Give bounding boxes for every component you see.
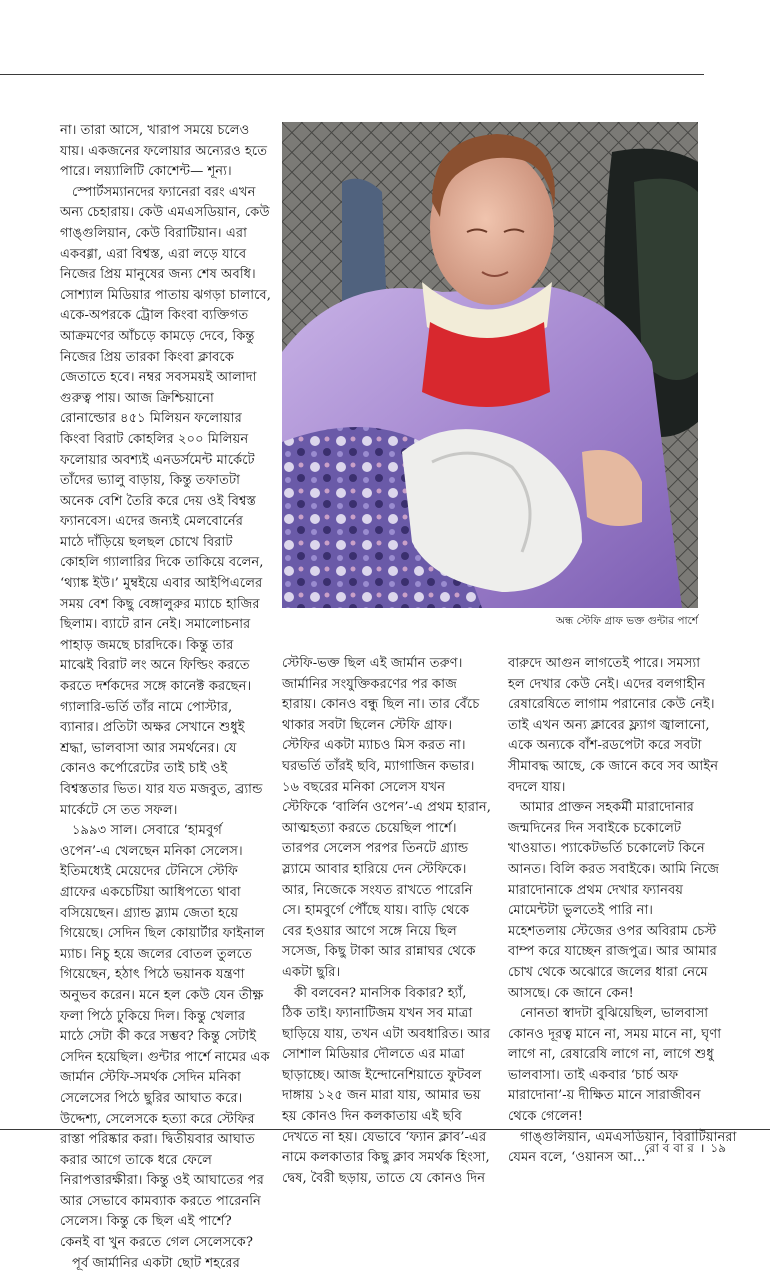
text-line: সসেজ, কিছু টাকা আর রান্নাঘর থেকে xyxy=(282,944,476,960)
text-line: একবগ্গা, এরা বিশ্বস্ত, এরা লড়ে যাবে xyxy=(60,246,247,262)
text-line: আমার প্রাক্তন সহকর্মী মারাদোনার xyxy=(520,800,694,816)
article-paragraph xyxy=(60,821,274,1253)
text-line: গিয়েছেন, হঠাৎ পিঠে ভয়ানক যন্ত্রণা xyxy=(60,967,245,983)
photo-illustration xyxy=(282,122,698,608)
text-line: রেষারেষিতে লাগাম পরানোর কেউ নেই। xyxy=(508,697,715,713)
text-line: নিরাপত্তারক্ষীরা। কিন্তু ওই আঘাতের পর xyxy=(60,1173,264,1189)
page-footer xyxy=(644,1137,726,1159)
article-column-1 xyxy=(60,121,274,1271)
article-paragraph xyxy=(60,183,274,821)
text-line: মোমেন্টটা ভুলতেই পারি না। xyxy=(508,903,654,919)
text-line: জেতাতে হবে। নম্বর সবসময়ই আলাদা xyxy=(60,370,257,386)
text-line: সে। হামবুর্গে পৌঁছে যায়। বাড়ি থেকে xyxy=(282,903,470,919)
text-line: মাঝেই বিরাট লং অনে ফিল্ডিং করতে xyxy=(60,658,250,674)
text-line: যায়। একজনের ফলোয়ার অন্যেরও হতে xyxy=(60,143,268,159)
text-line: ভালবাসা। তাই একবার ‘চার্চ অফ xyxy=(508,1067,679,1083)
text-line: খাওয়াত। প্যাকেটভর্তি চকোলেট কিনে xyxy=(508,841,705,857)
article-paragraph xyxy=(60,121,274,183)
text-line: নোনতা স্বাদটা বুঝিয়েছিল, ভালবাসা xyxy=(520,1006,709,1022)
text-line: আর, নিজেকে সংযত রাখতে পারেনি xyxy=(282,882,473,898)
text-line: গিয়েছে। সেদিন ছিল কোয়ার্টার ফাইনাল xyxy=(60,926,265,942)
text-line: জন্মদিনের দিন সবাইকে চকোলেট xyxy=(508,820,682,836)
text-line: ‘থ্যাঙ্ক ইউ।’ মুম্বইয়ে এবার আইপিএলের xyxy=(60,576,263,592)
text-line: স্টেফি-ভক্ত ছিল এই জার্মান তরুণ। xyxy=(282,656,463,671)
top-rule xyxy=(0,74,704,75)
text-line: ঘরভর্তি তাঁরই ছবি, ম্যাগাজিন কভার। xyxy=(282,758,475,774)
page-number: ১৯ xyxy=(710,1141,726,1155)
text-line: আর সেভাবে কামব্যাক করতে পারেননি xyxy=(60,1193,261,1209)
text-line: কোনও দূরত্ব মানে না, সময় মানে না, ঘৃণা xyxy=(508,1026,722,1042)
text-line: ১৯৯৩ সাল। সেবারে ‘হামবুর্গ xyxy=(72,823,222,839)
text-line: স্টেফির একটা ম্যাচও মিস করত না। xyxy=(282,738,466,754)
text-line: ছাড়াচ্ছে। আজ ইন্দোনেশিয়াতে ফুটবল xyxy=(282,1067,482,1083)
text-line: সোশাল মিডিয়ার দৌলতে এর মাত্রা xyxy=(282,1047,465,1063)
text-line: গ্যালারি-ভর্তি তাঁর নামে পোস্টার, xyxy=(60,699,233,715)
text-line: বদলে যায়। xyxy=(508,779,566,795)
text-line: ছাড়িয়ে যায়, তখন এটা অবধারিত। আর xyxy=(282,1026,491,1042)
text-line: মাঠে দাঁড়িয়ে ছলছল চোখে বিরাট xyxy=(60,534,233,550)
text-line: শ্রদ্ধা, ভালবাসা আর সমর্থনের। যে xyxy=(60,740,237,756)
text-line: সেলেস। কিন্তু কে ছিল এই পার্শে? xyxy=(60,1214,232,1230)
text-line: কিংবা বিরাট কোহলির ২০০ মিলিয়ন xyxy=(60,431,249,447)
text-line: কী বলবেন? মানসিক বিকার? হ্যাঁ, xyxy=(294,985,467,1001)
text-line: তারপর সেলেস পরপর তিনটে গ্র্যান্ড xyxy=(282,841,469,857)
text-line: গ্রাফের একচেটিয়া আধিপত্যে থাবা xyxy=(60,884,241,900)
text-line: না। তারা আসে, খারাপ সময়ে চলেও xyxy=(60,123,250,138)
text-line: করার আগে তাকে ধরে ফেলে xyxy=(60,1152,212,1168)
text-line: করতে দর্শকদের সঙ্গে কানেক্ট করছেন। xyxy=(60,679,252,695)
text-line: তাঁদের ভ্যালু বাড়ায়, কিন্তু তফাতটা xyxy=(60,473,240,489)
text-line: সীমাবদ্ধ আছে, কে জানে কবে সব আইন xyxy=(508,758,719,774)
text-line: ফলোয়ার অবশ্যই এনডর্সমেন্ট মার্কেটে xyxy=(60,452,255,468)
text-line: জার্মানির সংযুক্তিকরণের পর কাজ xyxy=(282,676,457,692)
article-paragraph xyxy=(508,1004,722,1128)
text-line: কোহলি গ্যালারির দিকে তাকিয়ে বলেন, xyxy=(60,555,264,571)
footer-separator: । xyxy=(699,1141,705,1155)
text-line: একে অন্যকে বাঁশ-রডপেটা করে সবটা xyxy=(508,738,702,754)
magazine-name: রো ব বা র xyxy=(644,1141,694,1155)
text-line: সেলেসের পিঠে ছুরির আঘাত করে। xyxy=(60,1090,243,1106)
text-line: একে-অপরকে ট্রোল কিংবা ব্যক্তিগত xyxy=(60,308,249,324)
text-line: দ্বেষ, বৈরী ছড়ায়, তাতে যে কোনও দিন xyxy=(282,1170,486,1186)
text-line: আনত। বিলি করত সবাইকে। আমি নিজে xyxy=(508,861,720,877)
text-line: তাই এখন অন্য ক্লাবের ফ্ল্যাগ জ্বালানো, xyxy=(508,717,710,733)
text-line: দাঙ্গায় ১২৫ জন মারা যায়, আমার ভয় xyxy=(282,1088,481,1104)
text-line: বাম্প করে যাচ্ছেন রাজপুত্র। আর আমার xyxy=(508,944,717,960)
text-line: ফলা পিঠে ঢুকিয়ে দিল। কিন্তু খেলার xyxy=(60,1008,246,1024)
text-line: যেমন বলে, ‘ওয়ানস আ...’ xyxy=(508,1150,650,1166)
text-line: উদ্দেশ্য, সেলেসকে হত্যা করে স্টেফির xyxy=(60,1111,255,1127)
text-line: স্টেফিকে ‘বার্লিন ওপেন’-এ প্রথম হারান, xyxy=(282,800,491,816)
article-paragraph xyxy=(508,654,722,798)
photo-caption: অন্ধ স্টেফি গ্রাফ ভক্ত গুন্টার পার্শে xyxy=(555,615,698,627)
text-line: হয় কোনও দিন কলকাতায় এই ছবি xyxy=(282,1109,462,1125)
text-line: লাগে না, রেষারেষি লাগে না, লাগে শুধু xyxy=(508,1047,714,1063)
text-line: চোখ থেকে অঝোরে জলের ধারা নেমে xyxy=(508,964,708,980)
text-line: ওপেন’-এ খেলছেন মনিকা সেলেস। xyxy=(60,843,243,859)
text-line: ফ্যানবেস। এদের জন্যই মেলবোর্নের xyxy=(60,514,244,530)
text-line: জার্মান স্টেফি-সমর্থক সেদিন মনিকা xyxy=(60,1070,241,1086)
text-line: দেখতে না হয়। যেভাবে ‘ফ্যান ক্লাব’-এর xyxy=(282,1129,487,1145)
text-line: নামে কলকাতার কিছু ক্লাব সমর্থক হিংসা, xyxy=(282,1150,490,1166)
text-line: গুরুত্ব পায়। আজ ক্রিশ্চিয়ানো xyxy=(60,390,214,406)
text-line: হল দেখার কেউ নেই। এদের বলগাহীন xyxy=(508,676,706,692)
text-line: পূর্ব জার্মানির একটা ছোট শহরের xyxy=(72,1255,240,1271)
text-line: ১৬ বছরের মনিকা সেলেস যখন xyxy=(282,779,446,795)
article-paragraph xyxy=(282,654,496,984)
text-line: সময় বেশ কিছু বেঙ্গালুরুর ম্যাচে হাজির xyxy=(60,596,260,612)
text-line: মারাদোনা’-য় দীক্ষিত মানে সারাজীবন xyxy=(508,1088,701,1104)
text-line: কোনও কর্পোরেটের তাই চাই ওই xyxy=(60,761,228,777)
text-line: আত্মহত্যা করতে চেয়েছিল পার্শে। xyxy=(282,820,457,836)
article-paragraph xyxy=(282,984,496,1190)
text-line: বিশ্বস্ততার ভিত। যার যত মজবুত, ব্র্যান্ড xyxy=(60,782,263,797)
text-line: ম্যাচ। নিচু হয়ে জলের বোতল তুলতে xyxy=(60,946,252,962)
text-line: মহেশতলায় স্টেজের ওপর অবিরাম চেস্ট xyxy=(508,923,717,939)
text-line: রোনাল্ডোর ৪৫১ মিলিয়ন ফলোয়ার xyxy=(60,411,242,427)
text-line: সেদিন হয়েছিল। গুন্টার পার্শে নামের এক xyxy=(60,1049,270,1065)
text-line: বারুদে আগুন লাগতেই পারে। সমস্যা xyxy=(508,656,701,671)
text-line: গাঙ্গুলিয়ান, কেউ বিরাটিয়ান। এরা xyxy=(60,225,247,241)
text-line: গাঙ্গুলিয়ান, এমএসডিয়ান, বিরাটিয়ানরা xyxy=(520,1129,737,1145)
text-line: ব্যানার। প্রতিটা অক্ষর সেখানে শুধুই xyxy=(60,720,245,736)
text-line: নিজের প্রিয় মানুষের জন্য শেষ অবধি। xyxy=(60,267,256,283)
text-line: ইতিমধ্যেই মেয়েদের টেনিসে স্টেফি xyxy=(60,864,238,880)
text-line: মাঠে সেটা কী করে সম্ভব? কিন্তু সেটাই xyxy=(60,1029,257,1045)
text-line: পাহাড় জমছে চারদিকে। কিন্তু তার xyxy=(60,637,234,653)
text-line: বের হওয়ার আগে সঙ্গে নিয়ে ছিল xyxy=(282,923,457,939)
text-line: সোশ্যাল মিডিয়ার পাতায় ঝগড়া চালাবে, xyxy=(60,287,271,303)
text-line: আসছে। কে জানে কেন! xyxy=(508,985,634,1001)
text-line: বসিয়েছেন। গ্র্যান্ড স্ল্যাম জেতা হয়ে xyxy=(60,905,239,921)
text-line: একটা ছুরি। xyxy=(282,964,341,980)
text-line: থাকার সবটা ছিলেন স্টেফি গ্রাফ। xyxy=(282,717,453,733)
article-paragraph xyxy=(508,798,722,1004)
text-line: স্পোর্টসম্যানদের ফ্যানেরা বরং এখন xyxy=(72,184,256,200)
text-line: পারে। লয়্যালিটি কোশেন্ট— শূন্য। xyxy=(60,164,232,180)
text-line: স্ল্যামে আবার হারিয়ে দেন স্টেফিকে। xyxy=(282,861,467,877)
text-line: হারায়। কোনও বন্ধু ছিল না। তার বেঁচে xyxy=(282,697,480,713)
text-line: কেনই বা খুন করতে গেল সেলেসকে? xyxy=(60,1235,253,1251)
text-line: থেকে গেলেন! xyxy=(508,1109,583,1125)
text-line: ছিলাম। ব্যাটে রান নেই। সমালোচনার xyxy=(60,617,251,633)
text-line: ঠিক তাই। ফ্যানাটিজম যখন সব মাত্রা xyxy=(282,1006,473,1022)
article-paragraph xyxy=(60,1254,274,1274)
article-column-2 xyxy=(282,654,496,1186)
text-line: আক্রমণের আঁচড়ে কামড়ে দেবে, কিন্তু xyxy=(60,328,255,344)
article-photo xyxy=(282,122,698,608)
text-line: অন্য চেহারায়। কেউ এমএসডিয়ান, কেউ xyxy=(60,205,270,221)
text-line: মার্কেটে সে তত সফল। xyxy=(60,802,178,818)
text-line: মারাদোনাকে প্রথম দেখার ফ্যানবয় xyxy=(508,882,684,898)
text-line: রাস্তা পরিষ্কার করা। দ্বিতীয়বার আঘাত xyxy=(60,1132,255,1148)
text-line: অনেক বেশি তৈরি করে দেয় ওই বিশ্বস্ত xyxy=(60,493,257,509)
text-line: অনুভব করেন। মনে হল কেউ যেন তীক্ষ্ণ xyxy=(60,987,264,1003)
bottom-rule xyxy=(0,1129,770,1130)
text-line: নিজের প্রিয় তারকা কিংবা ক্লাবকে xyxy=(60,349,235,365)
